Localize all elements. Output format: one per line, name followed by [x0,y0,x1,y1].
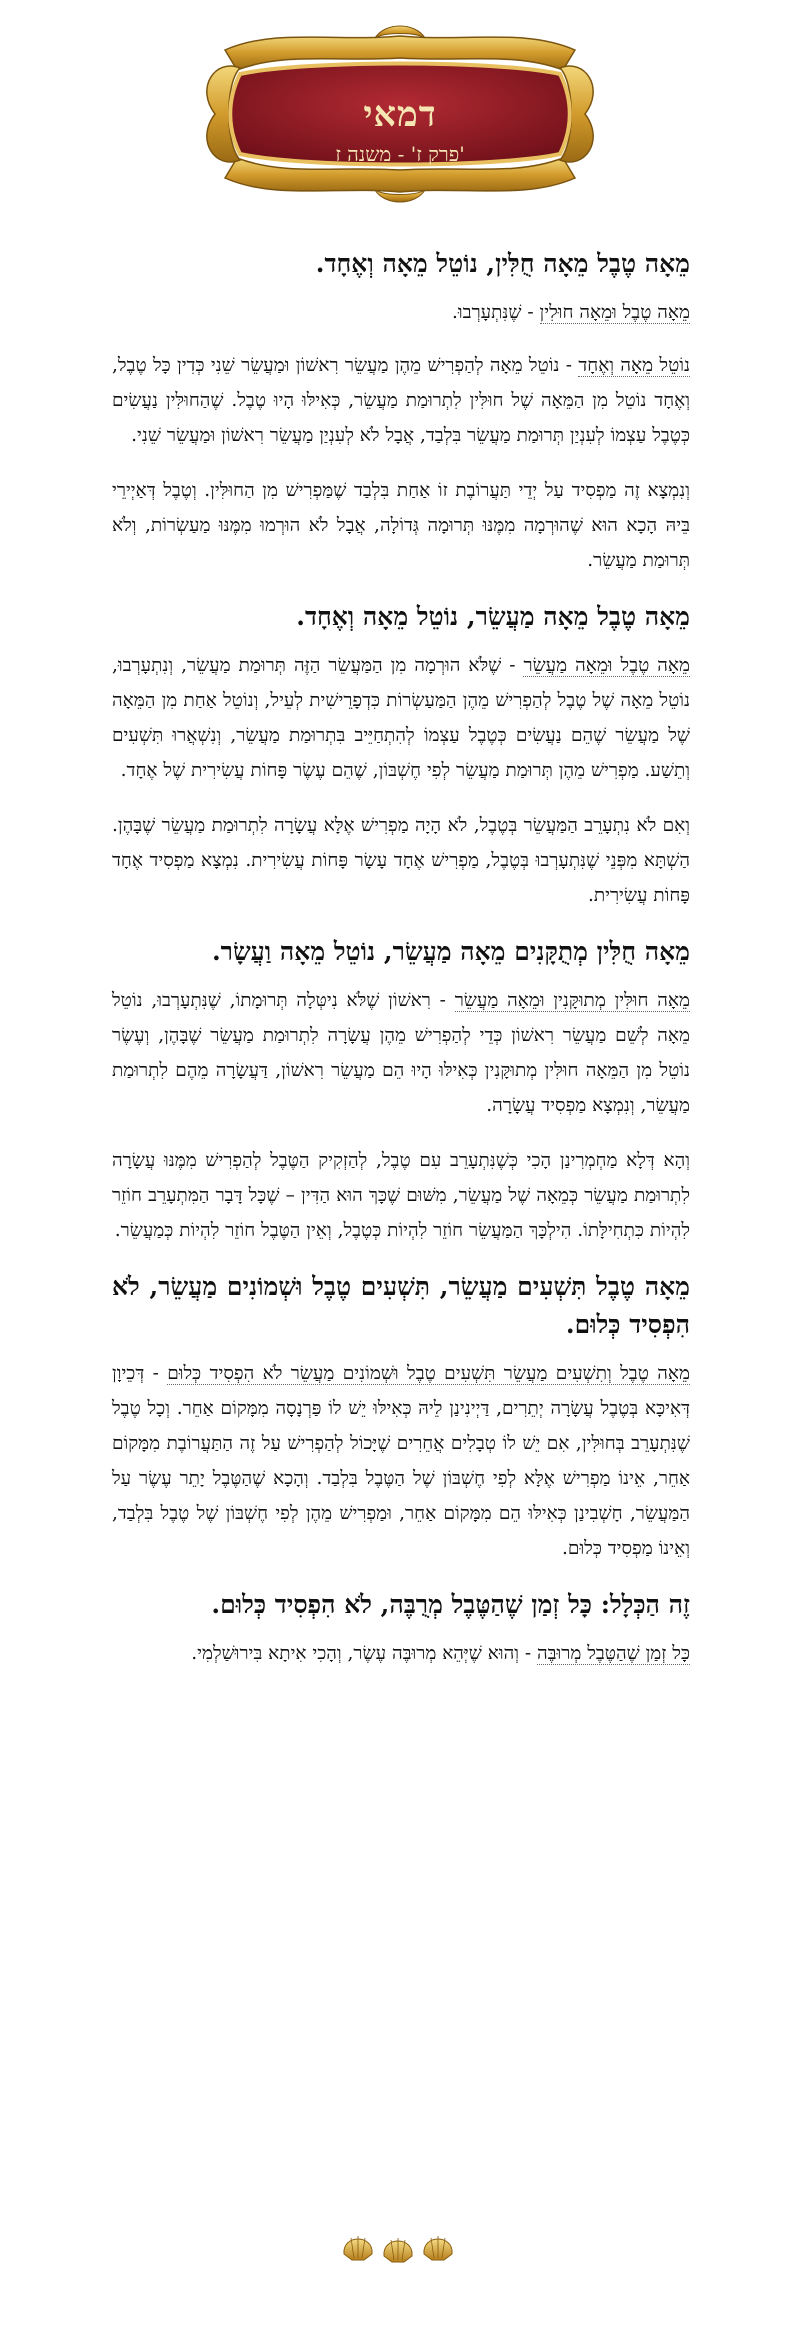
explanation-text: - שֶׁלֹּא הוּרְמָה מִן הַמַּעֲשֵׂר הַזֶּה תְּרוּמַת מַעֲשֵׂר, וְנִתְעָרְבוּ, נוֹטֵל מֵאָה שֶׁל טֶבֶל לְהַפְרִישׁ מֵהֶן הַמַּעַשְׂרוֹת כִּדְפָרֵישִׁית לְעֵיל, וְנוֹטֵל אַחַת מִן הַמֵּאָה שֶׁל מַעֲשֵׂר שֶׁהֵם נַעֲשִׂים כְּטֶבֶל עַצְמוֹ לְהִתְחַיֵּיב בִּתְרוּמַת מַעֲשֵׂר, וְנִשְׁאֲרוּ תִּשְׁעִים וְתֵשַׁע. מַפְרִישׁ מֵהֶן תְּרוּמַת מַעֲשֵׂר לְפִי חֶשְׁבּוֹן, שֶׁהֵם עֶשֶׂר פָּחוֹת עֲשִׂירִית שֶׁל אֶחָד. [112,655,690,781]
banner-subtitle: פרק ז' - משנה ז' [335,142,465,166]
mishnah-section [112,1586,690,1671]
explanation-text: - שֶׁנִּתְעָרְבוּ. [452,302,540,323]
explanation [112,473,690,578]
mishnah-section [112,933,690,1248]
explanation-text: - רִאשׁוֹן שֶׁלֹּא נִיטְּלָה תְּרוּמָתוֹ, שֶׁנִּתְעָרְבוּ, נוֹטֵל מֵאָה לְשֵׁם מַעֲשֵׂר רִאשׁוֹן כְּדֵי לְהַפְרִישׁ מֵהֶן עֲשָׂרָה לִתְרוּמַת מַעֲשֵׂר שֶׁבָּהֶן, וְעֶשֶׂר נוֹטֵל מִן הַמֵּאָה חוּלִּין מְתוּקָּנִין כְּאִילּוּ הָיוּ הֵם מַעֲשֵׂר רִאשׁוֹן, דַּעֲשָׂרָה מֵהֶם לִתְרוּמַת מַעֲשֵׂר, וְנִמְצָא מַפְסִיד עֲשָׂרָה. [112,990,691,1116]
explanation [112,1636,690,1671]
scallop-shell-icon [340,2220,460,2264]
explanation-quote: נוֹטֵל מֵאָה וְאֶחָד [578,355,690,376]
explanation [112,1143,690,1248]
explanation-text: - וְהוּא שֶׁיְּהֵא מְרוּבֶּה עֶשֶׂר, וְהָכִי אִיתָא בִּירוּשַׁלְמִי. [191,1643,537,1664]
explanation [112,983,690,1123]
mishnah-text: מֵאָה חֻלִּין מְתֻקָּנִים מֵאָה מַעֲשֵׂר, נוֹטֵל מֵאָה וַעֲשָׂר. [211,937,690,966]
mishnah-text: מֵאָה טֶבֶל מֵאָה מַעֲשֵׂר, נוֹטֵל מֵאָה וְאֶחָד. [296,602,690,631]
explanation-quote: כָּל זְמַן שֶׁהַטֶּבֶל מְרוּבֶּה [536,1643,690,1664]
mishnah-text: מֵאָה טֶבֶל מֵאָה חֻלִּין, נוֹטֵל מֵאָה וְאֶחָד. [315,249,690,278]
explanation-text: - נוֹטֵל מֵאָה לְהַפְרִישׁ מֵהֶן מַעֲשֵׂר רִאשׁוֹן וּמַעֲשֵׂר שֵׁנִי כְּדִין כָּל טֶבֶל, וְאֶחָד נוֹטֵל מִן הַמֵּאָה שֶׁל חוּלִּין לִתְרוּמַת מַעֲשֵׂר, כְּאִילּוּ הָיוּ טֶבֶל. שֶׁהַחוּלִּין נַעֲשִׂים כְּטֶבֶל עַצְמוֹ לְעִנְיַן תְּרוּמַת מַעֲשֵׂר בִּלְבַד, אֲבָל לֹא לְעִנְיַן מַעֲשֵׂר רִאשׁוֹן וּמַעֲשֵׂר שֵׁנִי. [112,355,690,446]
explanation-text: - דְּכֵיוָן דְּאִיכָּא בְּטֶבֶל עֲשָׂרָה יְתֵרִים, דַּיְינִינַן לֵיהּ כְּאִילּוּ יֵשׁ לוֹ פַּרְנָסָה מִמָּקוֹם אַחֵר. וְכָל טֶבֶל שֶׁנִּתְעָרֵב בְּחוּלִּין, אִם יֵשׁ לוֹ טְבָלִים אֲחֵרִים שֶׁיָּכוֹל לְהַפְרִישׁ עַל זֶה הַתַּעֲרוֹבֶת מִמָּקוֹם אַחֵר, אֵינוֹ מַפְרִישׁ אֶלָּא לְפִי חֶשְׁבּוֹן שֶׁל הַטֶּבֶל בִּלְבַד. וְהָכָא שֶׁהַטֶּבֶל יָתֵר עֶשֶׂר עַל הַמַּעֲשֵׂר, חָשְׁבִינַן כְּאִילּוּ הֵם מִמָּקוֹם אַחֵר, וּמַפְרִישׁ מֵהֶן לְפִי חֶשְׁבּוֹן שֶׁל טֶבֶל בִּלְבַד, וְאֵינוֹ מַפְסִיד כְּלוּם. [112,1363,690,1559]
commentary-content [112,245,690,1691]
explanation-text: וְהָא דְּלָא מַחְמְרִינַן הָכִי כְּשֶׁנִּתְעָרֵב עִם טֶבֶל, לְהַזְקִיק הַטֶּבֶל לְהַפְרִישׁ מִמֶּנּוּ עֲשָׂרָה לִתְרוּמַת מַעֲשֵׂר כְּמֵאָה שֶׁל מַעֲשֵׂר, מִשּׁוּם שֶׁכָּךְ הוּא הַדִּין – שֶׁכָּל דָּבָר הַמִּתְעָרֵב חוֹזֵר לִהְיוֹת כִּתְחִילָּתוֹ. הִילְכָּךְ הַמַּעֲשֵׂר חוֹזֵר לִהְיוֹת כְּטֶבֶל, וְאֵין הַטֶּבֶל חוֹזֵר לִהְיוֹת כְּמַעֲשֵׂר. [112,1150,690,1241]
explanation-text: וְאִם לֹא נִתְעָרֵב הַמַּעֲשֵׂר בְּטֶבֶל, לֹא הָיָה מַפְרִישׁ אֶלָּא עֲשָׂרָה לִתְרוּמַת מַעֲשֵׂר שֶׁבָּהֶן. הַשְׁתָּא מִפְּנֵי שֶׁנִּתְעָרְבוּ בְּטֶבֶל, מַפְרִישׁ אֶחָד עָשָׂר פָּחוֹת עֲשִׂירִית. נִמְצָא מַפְסִיד אֶחָד פָּחוֹת עֲשִׂירִית. [112,815,690,906]
chapter-banner [185,8,615,208]
explanation [112,295,690,330]
explanation-text: וְנִמְצָא זֶה מַפְסִיד עַל יְדֵי תַּעֲרוֹבֶת זוֹ אַחַת בִּלְבַד שֶׁמַּפְרִישׁ מִן הַחוּלִּין. וְטֶבֶל דְּאַיְירֵי בֵּיהּ הָכָא הוּא שֶׁהוּרְמָה מִמֶּנּוּ תְּרוּמָה גְּדוֹלָה, אֲבָל לֹא הוּרְמוּ מִמֶּנּוּ מַעַשְׂרוֹת, וְלֹא תְּרוּמַת מַעֲשֵׂר. [112,480,690,571]
explanation [112,348,690,453]
explanation [112,808,690,913]
mishnah-section [112,1268,690,1566]
mishnah-section [112,245,690,578]
mishnah-text: מֵאָה טֶבֶל תִּשְׁעִים מַעֲשֵׂר, תִּשְׁעִים טֶבֶל וּשְׁמוֹנִים מַעֲשֵׂר, לֹא הִפְסִיד כְּלוּם. [112,1272,690,1339]
explanation [112,1356,690,1566]
mishnah-text: זֶה הַכְּלָל: כָּל זְמַן שֶׁהַטֶּבֶל מְרֻבֶּה, לֹא הִפְסִיד כְּלוּם. [211,1590,690,1619]
explanation-quote: מֵאָה טֶבֶל וּמֵאָה מַעֲשֵׂר [523,655,690,676]
explanation-quote: מֵאָה טֶבֶל וּמֵאָה חוּלִין [539,302,690,323]
mishnah-section [112,598,690,913]
explanation [112,648,690,788]
explanation-quote: מֵאָה טֶבֶל וְתִשְׁעִים מַעֲשֵׂר תִּשְׁעִים טֶבֶל וּשְׁמוֹנִים מַעֲשֵׂר לֹא הִפְסִיד כְּלוּם [167,1363,690,1384]
explanation-quote: מֵאָה חוּלִּין מְתוּקָּנִין וּמֵאָה מַעֲשֵׂר [454,990,690,1011]
footer-ornament [0,2220,800,2270]
banner-title: דמאי [363,94,437,135]
